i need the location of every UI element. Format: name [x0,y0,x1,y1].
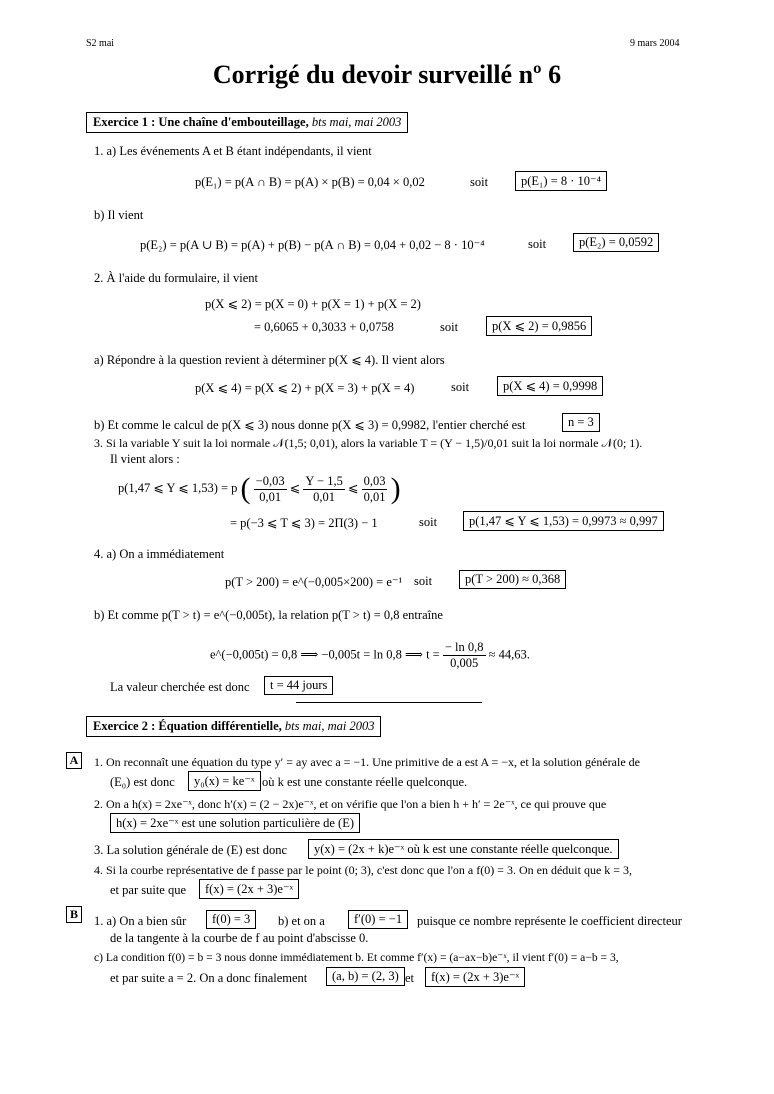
ex1-result-2: p(E₂) = 0,0592 [573,233,659,252]
ex1-soit-6: soit [419,515,438,529]
ex2-b2: c) La condition f(0) = b = 3 nous donne immédiatement b. Et comme f′(x) = (a−ax−b)e⁻ˣ, il vient f′(0) = a−b = 3, [94,951,619,964]
ex1-eq-3a: p(X ⩽ 2) = p(X = 0) + p(X = 1) + p(X = 2) [205,297,421,311]
ex1-eq-2: p(E₂) = p(A ∪ B) = p(A) + p(B) − p(A ∩ B) = 0,04 + 0,02 − 8 · 10⁻⁴ [140,238,485,252]
ex2-result-a4: f(x) = (2x + 3)e⁻ˣ [199,879,299,899]
ex2-result-a3: y(x) = (2x + k)e⁻ˣ où k est une constante réelle quelconque. [308,839,619,859]
ex1-eq-8 [210,640,530,671]
exercise-2-source: bts mai, mai 2003 [284,719,375,733]
leq-1: ⩽ [289,480,301,495]
ex1-eq-8-lhs: e^(−0,005t) = 0,8 ⟹ −0,005t = ln 0,8 ⟹ t = [210,647,440,662]
ex2-a1b: (E₀) est donc [110,775,175,789]
header-left: S2 mai [86,38,115,49]
ex1-eq-6a [118,472,401,506]
ex2-b2et: et [405,971,415,985]
ex2-result-b1a: f(0) = 3 [206,910,256,929]
ex2-result-a2: h(x) = 2xe⁻ˣ est une solution particulière de (E) [110,813,360,833]
exercise-2-title: Exercice 2 : Équation différentielle, [93,719,282,733]
page-title: Corrigé du devoir surveillé nº 6 [212,60,562,89]
part-a-marker: A [66,752,82,769]
ex1-frac-4 [443,640,486,671]
exercise-1-source: bts mai, mai 2003 [311,115,402,129]
exercise-2-heading [86,716,381,737]
ex2-a1c: où k est une constante réelle quelconque. [262,775,468,789]
ex1-eq-6b: = p(−3 ⩽ T ⩽ 3) = 2Π(3) − 1 [230,516,378,530]
ex1-soit-1: soit [470,175,489,189]
ex1-eq-7: p(T > 200) = e^(−0,005×200) = e⁻¹ [225,575,403,589]
ex1-frac-3 [362,474,388,505]
ex2-b1m: b) et on a [278,914,325,928]
ex1-result-9: t = 44 jours [264,676,333,695]
ex1-line-2: 2. À l'aide du formulaire, il vient [94,271,259,285]
ex2-b1d: de la tangente à la courbe de f au point d'abscisse 0. [110,931,369,945]
ex2-result-a1: y₀(x) = ke⁻ˣ [188,771,261,791]
ex1-eq-4: p(X ⩽ 4) = p(X ⩽ 2) + p(X = 3) + p(X = 4) [195,381,415,395]
ex1-soit-3: soit [440,320,459,334]
ex2-result-b2b: f(x) = (2x + 3)e⁻ˣ [425,967,525,987]
ex1-result-1: p(E₁) = 8 · 10⁻⁴ [515,171,607,191]
ex2-a3: 3. La solution générale de (E) est donc [94,843,287,857]
paren-close: ) [390,472,401,505]
ex2-result-b1b: f′(0) = −1 [348,910,408,929]
ex1-line-5: La valeur cherchée est donc [110,680,250,694]
ex1-line-4b: b) Et comme p(T > t) = e^(−0,005t), la relation p(T > t) = 0,8 entraîne [94,608,443,622]
frac-num: − ln 0,8 [444,640,484,654]
ex2-b1c: puisque ce nombre représente le coefficient directeur [417,914,682,928]
ex1-line-1a: 1. a) Les événements A et B étant indépendants, il vient [94,144,372,158]
frac-den: 0,01 [313,489,336,504]
ex1-soit-7: soit [414,574,433,588]
ex1-line-4a: 4. a) On a immédiatement [94,547,225,561]
paren-open: ( [240,472,251,505]
exercise-1-heading [86,112,408,133]
ex1-result-7: p(T > 200) ≈ 0,368 [459,570,566,589]
ex1-eq-6a-lhs: p(1,47 ⩽ Y ⩽ 1,53) = p [118,480,238,495]
ex1-line-3b: Il vient alors : [110,452,180,466]
ex1-line-2b: b) Et comme le calcul de p(X ⩽ 3) nous donne p(X ⩽ 3) = 0,9982, l'entier cherché est [94,418,526,432]
ex1-line-1b: b) Il vient [94,208,144,222]
ex1-soit-4: soit [451,380,470,394]
ex2-a4b: et par suite que [110,883,187,897]
ex1-eq-1: p(E₁) = p(A ∩ B) = p(A) × p(B) = 0,04 × 0,02 [195,175,425,189]
leq-2: ⩽ [347,480,359,495]
ex1-frac-1 [254,474,287,505]
ex1-line-2a: a) Répondre à la question revient à déterminer p(X ⩽ 4). Il vient alors [94,353,445,367]
frac-den: 0,01 [363,489,386,504]
part-b-marker: B [66,906,82,923]
ex1-frac-2 [303,474,345,505]
frac-num: Y − 1,5 [305,473,343,488]
ex1-eq-8-rhs: ≈ 44,63. [488,647,530,662]
ex2-b2b: et par suite a = 2. On a donc finalement [110,971,308,985]
ex2-a2: 2. On a h(x) = 2xe⁻ˣ, donc h′(x) = (2 − 2x)e⁻ˣ, et on vérifie que l'on a bien h + h′ = 2e⁻ˣ, ce qui prouve que [94,797,607,811]
ex1-result-5: n = 3 [562,413,600,432]
ex2-b1: 1. a) On a bien sûr [94,914,187,928]
frac-num: 0,03 [363,473,386,488]
ex1-result-3: p(X ⩽ 2) = 0,9856 [486,316,592,336]
exercise-1-title: Exercice 1 : Une chaîne d'embouteillage, [93,115,309,129]
ex1-line-3: 3. Si la variable Y suit la loi normale 𝒩(1,5; 0,01), alors la variable T = (Y − 1,5)/0,01 suit la loi normale 𝒩(0; 1). [94,436,643,450]
frac-num: −0,03 [255,473,285,488]
ex1-soit-2: soit [528,237,547,251]
frac-den: 0,005 [450,656,479,670]
ex2-result-b2a: (a, b) = (2, 3) [326,967,405,986]
ex1-result-4: p(X ⩽ 4) = 0,9998 [497,376,603,396]
ex2-a1: 1. On reconnaît une équation du type y′ = ay avec a = −1. Une primitive de a est A = −x, et la solution générale de [94,755,640,769]
ex2-a4: 4. Si la courbe représentative de f passe par le point (0; 3), c'est donc que l'on a f(0) = 3. On en déduit que k = 3, [94,863,633,877]
ex1-eq-3b: = 0,6065 + 0,3033 + 0,0758 [254,320,394,334]
separator-rule [296,702,482,703]
ex1-result-6: p(1,47 ⩽ Y ⩽ 1,53) = 0,9973 ≈ 0,997 [463,511,664,531]
frac-den: 0,01 [259,489,282,504]
header-right: 9 mars 2004 [630,38,680,49]
